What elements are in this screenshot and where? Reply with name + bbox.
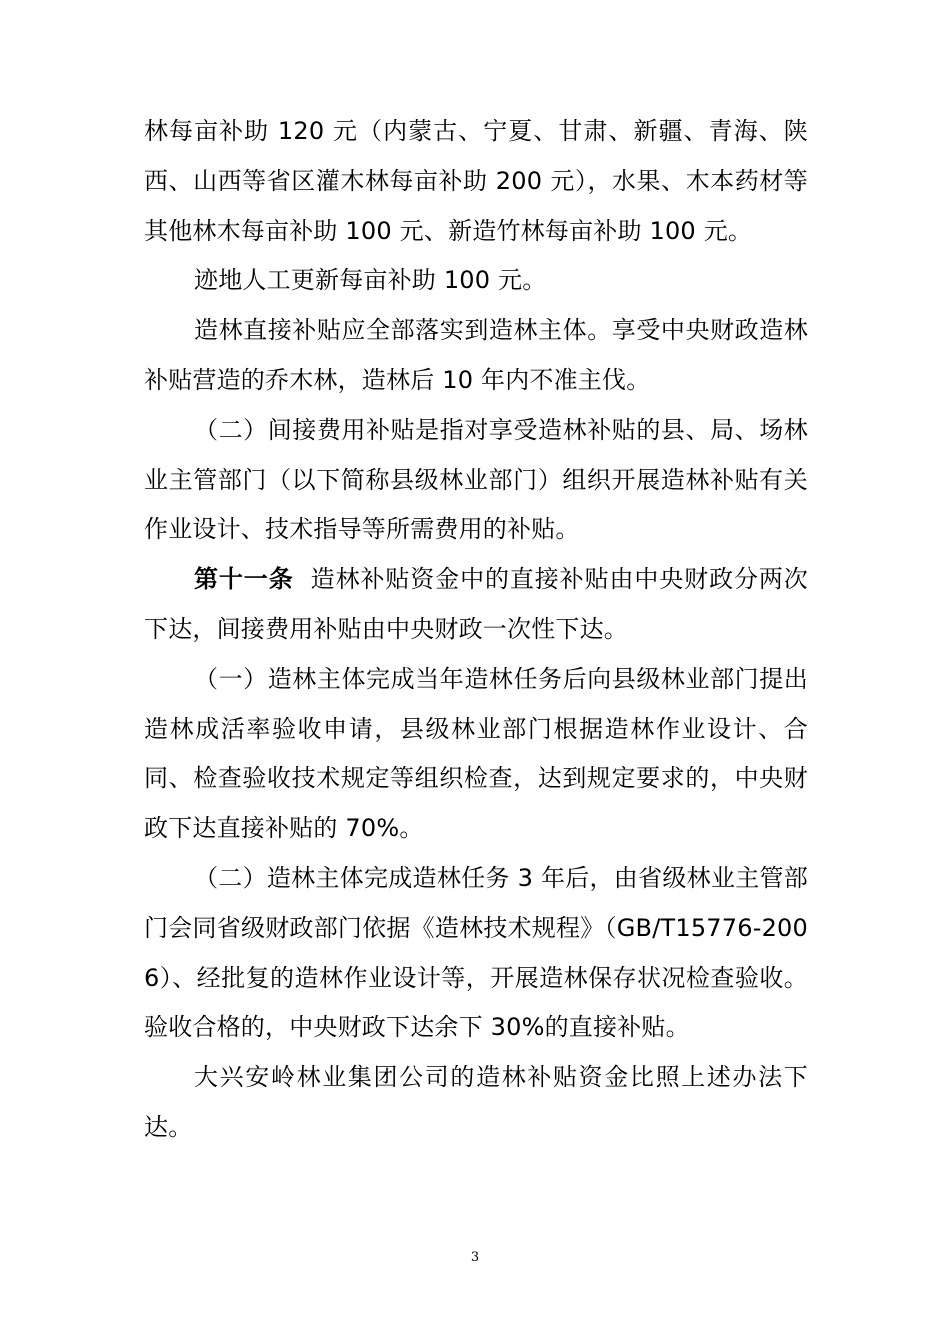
paragraph-text: （一）造林主体完成当年造林任务后向县级林业部门提出造林成活率验收申请，县级林业部门根据造林作业设计、合同、检查验收技术规定等组织检查，达到规定要求的，中央财政下达直接补贴的 70%。 [144,664,808,843]
paragraph-text: （二）造林主体完成造林任务 3 年后，由省级林业主管部门会同省级财政部门依据《造林技术规程》（GB/T15776-2006）、经批复的造林作业设计等，开展造林保存状况检查验收。验收合格的，中央财政下达余下 30%的直接补贴。 [144,863,808,1042]
paragraph-text: 林每亩补助 120 元（内蒙古、宁夏、甘肃、新疆、青海、陕西、山西等省区灌木林每亩补助 200 元），水果、木本药材等其他林木每亩补助 100 元、新造竹林每亩补助 100 元。 [144,117,808,245]
paragraph-6 [144,655,808,854]
article-heading: 第十一条 [194,565,294,594]
paragraph-1 [144,107,808,256]
paragraph-text: 造林直接补贴应全部落实到造林主体。享受中央财政造林补贴营造的乔木林，造林后 10 年内不准主伐。 [144,316,808,394]
document-body [144,107,808,1153]
paragraph-text: （二）间接费用补贴是指对享受造林补贴的县、局、场林业主管部门（以下简称县级林业部门）组织开展造林补贴有关作业设计、技术指导等所需费用的补贴。 [144,415,808,544]
paragraph-2 [144,256,808,306]
paragraph-text: 迹地人工更新每亩补助 100 元。 [194,266,547,295]
article-11-paragraph [144,555,808,655]
paragraph-7 [144,854,808,1053]
paragraph-3 [144,306,808,406]
paragraph-text: 造林补贴资金中的直接补贴由中央财政分两次下达，间接费用补贴由中央财政一次性下达。 [144,565,808,643]
page-number: 3 [470,1250,480,1265]
paragraph-8 [144,1053,808,1153]
paragraph-4 [144,406,808,555]
paragraph-text: 大兴安岭林业集团公司的造林补贴资金比照上述办法下达。 [144,1063,808,1141]
